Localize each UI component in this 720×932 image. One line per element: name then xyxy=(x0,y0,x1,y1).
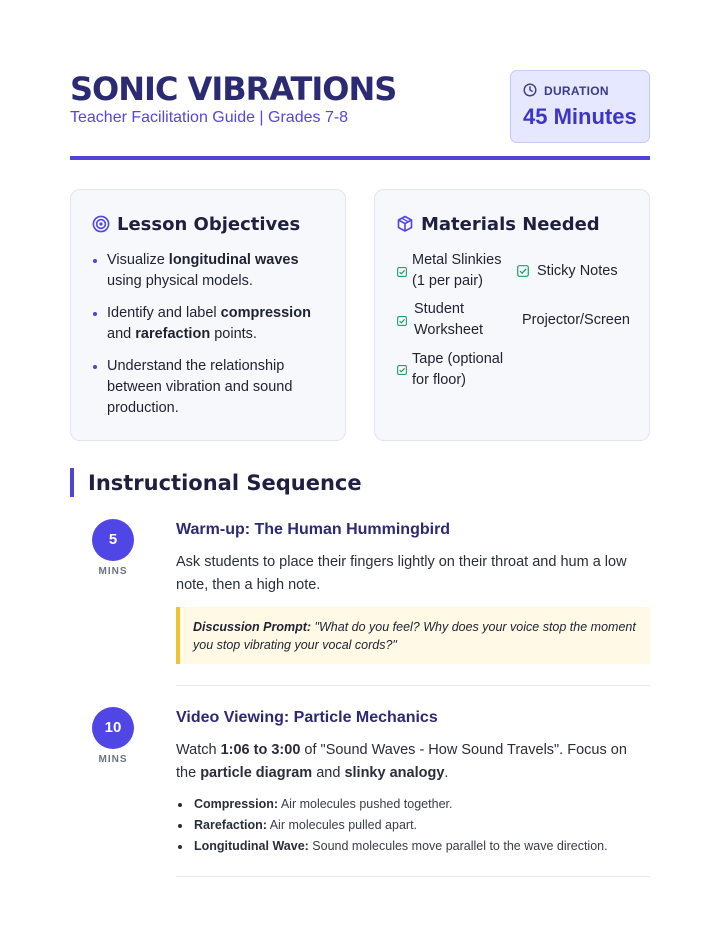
page-subtitle: Teacher Facilitation Guide | Grades 7-8 xyxy=(70,109,349,126)
objectives-card xyxy=(70,189,346,441)
checkbox-icon xyxy=(397,267,407,277)
material-item: Projector/Screen xyxy=(522,312,630,328)
step-minutes-unit: MINS xyxy=(98,754,128,765)
duration-value: 45 Minutes xyxy=(523,104,637,129)
page-title: SONIC VIBRATIONS xyxy=(70,70,397,108)
section-accent-bar xyxy=(70,468,74,497)
step-divider xyxy=(176,685,650,686)
prompt-text: "What do you feel? Why does your voice stop the moment you stop vibrating your vocal cords?" xyxy=(193,620,636,652)
list-item: Visualize longitudinal waves using physical models. xyxy=(93,250,333,292)
material-item: Sticky Notes xyxy=(537,263,618,279)
header xyxy=(70,70,650,160)
materials-card xyxy=(374,189,650,441)
cube-icon xyxy=(396,215,414,233)
objectives-list xyxy=(93,250,333,430)
duration-badge xyxy=(510,70,650,143)
material-item: Metal Slinkies (1 per pair) xyxy=(412,252,502,289)
step-title: Video Viewing: Particle Mechanics xyxy=(176,709,438,726)
section-title: Instructional Sequence xyxy=(88,471,362,495)
checkbox-icon xyxy=(397,365,407,375)
materials-title: Materials Needed xyxy=(421,214,600,235)
discussion-prompt xyxy=(176,607,650,664)
step-minutes-badge: 10 xyxy=(92,707,134,749)
objectives-title: Lesson Objectives xyxy=(117,214,301,235)
header-divider xyxy=(70,156,650,160)
target-icon xyxy=(92,215,110,233)
step-divider xyxy=(176,876,650,877)
step-minutes-badge: 5 xyxy=(92,519,134,561)
list-item: Longitudinal Wave: Sound molecules move parallel to the wave direction. xyxy=(176,836,650,857)
prompt-label: Discussion Prompt: xyxy=(193,620,312,634)
step-description: Watch 1:06 to 3:00 of "Sound Waves - How Sound Travels". Focus on the particle diagram and slinky analogy. xyxy=(176,742,627,781)
step-description: Ask students to place their fingers lightly on their throat and hum a low note, then a high note. xyxy=(176,554,627,593)
material-item: Student Worksheet xyxy=(414,301,484,338)
list-item: Understand the relationship between vibration and sound production. xyxy=(93,356,333,419)
checkbox-icon xyxy=(517,265,529,277)
key-terms-list xyxy=(176,794,650,857)
clock-icon xyxy=(523,83,537,97)
duration-label: DURATION xyxy=(544,84,609,98)
list-item: Compression: Air molecules pushed together. xyxy=(176,794,650,815)
checkbox-icon xyxy=(397,316,407,326)
list-item: Identify and label compression and rarefaction points. xyxy=(93,303,333,345)
material-item: Tape (optional for floor) xyxy=(412,351,504,388)
step-minutes-unit: MINS xyxy=(98,566,128,577)
step-title: Warm-up: The Human Hummingbird xyxy=(176,521,451,538)
list-item: Rarefaction: Air molecules pulled apart. xyxy=(176,815,650,836)
